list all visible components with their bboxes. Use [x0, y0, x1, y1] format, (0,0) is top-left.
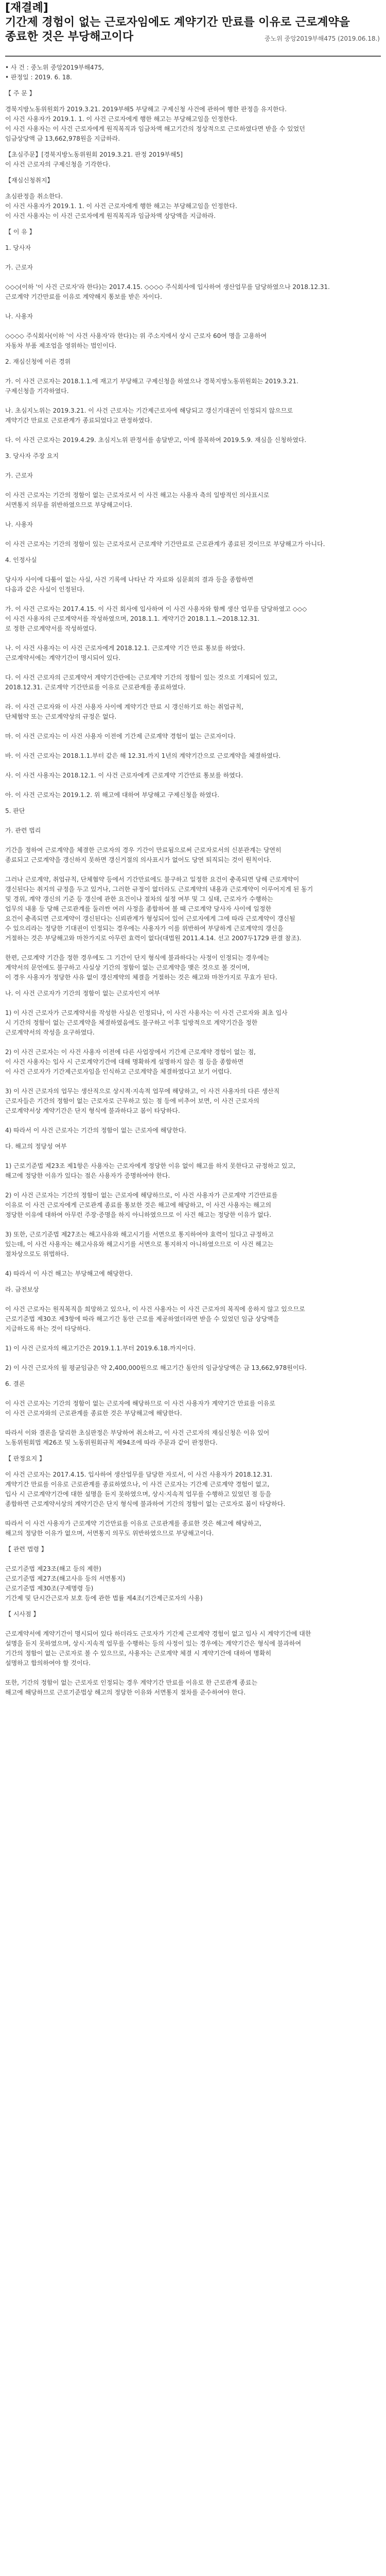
- text-line: ◇◇◇◇ 주식회사(이하 '이 사건 사용자'라 한다)는 위 주소지에서 상시 근로자 60여 명을 고용하여: [5, 332, 267, 340]
- text-line: [5, 1668, 381, 1678]
- text-line: 4. 인정사실: [5, 556, 37, 564]
- text-line: 정당한 이유에 대하여 아무런 주장·증명을 하지 아니하였으므로 이 사건 해고는 정당한 이유가 없다.: [5, 1211, 272, 1218]
- text-line: [5, 1509, 381, 1519]
- text-line: 지급하도록 하는 것이 타당하다.: [5, 1325, 91, 1332]
- text-line: 단체협약 또는 근로계약상의 규정은 없다.: [5, 713, 117, 720]
- text-line: 해고의 정당한 이유가 없으며, 서면통지 의무도 위반하였으므로 부당해고이다.: [5, 1530, 214, 1537]
- text-line: 나. 사용자: [5, 521, 33, 528]
- text-line: 바. 이 사건 근로자는 2018.1.1.부터 같은 해 12.31.까지 1년의 계약기간으로 근로계약을 체결하였다.: [5, 752, 281, 759]
- text-line: 노동위원회법 제26조 및 노동위원회규칙 제94조에 따라 주문과 같이 판정한다.: [5, 1439, 218, 1446]
- text-line: 【 관련 법령 】: [5, 1546, 47, 1553]
- paragraph-block: [5, 1609, 381, 1698]
- text-line: 【 이 유 】: [5, 228, 36, 235]
- text-line: [5, 692, 381, 702]
- text-line: 근로기준법 제27조(해고사유 등의 서면통지): [5, 1575, 126, 1582]
- text-line: [5, 1220, 381, 1230]
- text-line: 설명을 듣지 못하였으며, 상시·지속적 업무를 수행하는 등의 사정이 있는 경우에는 계약기간은 형식에 불과하여: [5, 1640, 302, 1647]
- text-line: [5, 565, 381, 575]
- text-line: 해고에 해당하므로 근로기준법상 해고의 정당한 이유와 서면통지 절차를 준수하여야 한다.: [5, 1689, 246, 1696]
- text-line: 다음과 같은 사실이 인정된다.: [5, 586, 85, 593]
- paragraph-block: [5, 357, 381, 445]
- text-line: 수 있으리라는 정당한 기대권이 인정되는 경우에는 사용자가 이를 위반하여 부당하게 근로계약의 갱신을: [5, 925, 284, 932]
- text-line: 가. 이 사건 근로자는 2017.4.15. 이 사건 회사에 입사하여 이 사건 사용자와 함께 생산 업무를 담당하였고 ◇◇◇: [5, 605, 307, 613]
- text-line: [5, 1334, 381, 1344]
- paragraph-block: [5, 1454, 381, 1464]
- text-line: 및 경위, 계약 갱신의 기준 등 갱신에 관한 요건이나 절차의 설정 여부 및 그 실태, 근로자가 수행하는: [5, 895, 273, 903]
- text-line: 6. 결론: [5, 1380, 25, 1387]
- text-line: 이 사건 근로자는 기간의 정함이 없는 근로자에 해당하므로 이 사건 사용자가 계약기간 만료를 이유로: [5, 1400, 275, 1407]
- document-title-line-2: 종료한 것은 부당해고이다: [5, 30, 134, 43]
- text-line: 이 경우 사용자가 정당한 사유 없이 갱신계약의 체결을 거절하는 것은 해고와 마찬가지로 무효가 된다.: [5, 974, 277, 981]
- text-line: 나. 이 사건 사용자는 이 사건 근로자에게 2018.12.1. 근로계약 기간 만료 통보를 하였다.: [5, 645, 245, 652]
- text-line: [5, 1353, 381, 1363]
- paragraph-block: [5, 1379, 381, 1448]
- text-line: 초심판정을 취소한다.: [5, 193, 63, 200]
- text-line: [5, 1418, 381, 1428]
- paragraph-block: [5, 89, 381, 98]
- text-line: 1) 이 사건 근로자의 해고기간은 2019.1.1.부터 2019.6.18.까지이다.: [5, 1345, 196, 1352]
- text-line: 【 주 문 】: [5, 90, 36, 97]
- text-line: 근로기준법 제23조(해고 등의 제한): [5, 1565, 101, 1572]
- text-line: 2) 이 사건 근로자는 기간의 정함이 없는 근로자에 해당하므로, 이 사건 사용자가 근로계약 기간만료를: [5, 1192, 278, 1199]
- text-line: 3) 또한, 근로기준법 제27조는 해고사유와 해고시기를 서면으로 통지하여야 효력이 있다고 규정하고: [5, 1231, 274, 1238]
- text-line: [5, 510, 381, 520]
- text-line: 절차상으로도 위법하다.: [5, 1250, 69, 1258]
- text-line: 2) 이 사건 근로자는 이 사건 사용자 이전에 다른 사업장에서 기간제 근로계약 경험이 없는 점,: [5, 1048, 256, 1056]
- text-line: 3. 당사자 주장 요지: [5, 452, 59, 460]
- text-line: [5, 1619, 381, 1629]
- text-line: 가. 관련 법리: [5, 827, 41, 834]
- text-line: 이 사건 사용자는 이 사건 근로자에게 원직복직과 임금차액 상당액을 지급하라.: [5, 212, 216, 219]
- text-line: 시 기간의 정함이 없는 근로계약을 체결하였음에도 불구하고 이후 일방적으로 계약기간을 정한: [5, 1019, 258, 1026]
- text-line: [5, 741, 381, 751]
- text-line: 라. 이 사건 근로자와 이 사건 사용자 사이에 계약기간 만료 시 갱신하기로 하는 취업규칙,: [5, 703, 243, 710]
- text-line: 근로계약서에 계약기간이 명시되어 있다 하더라도 근로자가 기간제 근로계약 경험이 없고 입사 시 계약기간에 대한: [5, 1630, 311, 1637]
- text-line: 【 판정요지 】: [5, 1455, 45, 1462]
- text-line: 이 사건 근로자와의 근로관계를 종료한 것은 부당해고에 해당한다.: [5, 1410, 182, 1417]
- paragraph-block: [5, 243, 381, 351]
- text-line: [5, 595, 381, 604]
- text-line: 다. 이 사건 근로자의 근로계약서 계약기간란에는 근로계약 기간의 정함이 있는 것으로 기재되어 있고,: [5, 674, 277, 681]
- text-line: 라. 금전보상: [5, 1286, 39, 1293]
- text-line: [5, 1389, 381, 1399]
- text-line: 기간을 정하여 근로계약을 체결한 근로자의 경우 기간이 만료됨으로써 근로자로서의 신분관계는 당연히: [5, 846, 282, 854]
- text-line: 계약기간 만료를 이유로 근로관계를 종료하였으나, 이 사건 근로자는 기간제 근로계약 경험이 없고,: [5, 1481, 270, 1488]
- text-line: 한편, 근로계약 기간을 정한 경우에도 그 기간이 단지 형식에 불과하다는 사정이 인정되는 경우에는: [5, 954, 270, 961]
- text-line: [5, 1116, 381, 1126]
- text-line: 나. 이 사건 근로자가 기간의 정함이 없는 근로자인지 여부: [5, 990, 160, 997]
- text-line: 마. 이 사건 근로자는 이 사건 사용자 이전에 기간제 근로계약 경험이 없는 근로자이다.: [5, 733, 236, 740]
- paragraph-block: [5, 192, 381, 221]
- text-line: 근로기준법 제30조(구제명령 등): [5, 1585, 94, 1592]
- text-line: 기간제 및 단시간근로자 보호 등에 관한 법률 제4조(기간제근로자의 사용): [5, 1595, 203, 1602]
- text-line: [5, 836, 381, 845]
- text-line: 갱신된다는 취지의 규정을 두고 있거나, 그러한 규정이 없더라도 근로계약의 내용과 근로계약이 이루어지게 된 동기: [5, 886, 313, 893]
- text-line: 임금상당액 금 13,662,978원을 지급하라.: [5, 135, 120, 142]
- text-line: 1) 근로기준법 제23조 제1항은 사용자는 근로자에게 정당한 이유 없이 해고를 하지 못한다고 규정하고 있고,: [5, 1162, 295, 1170]
- text-line: 계약서의 문언에도 불구하고 사실상 기간의 정함이 없는 근로계약을 맺은 것으로 볼 것이며,: [5, 964, 250, 971]
- text-line: 이유로 이 사건 근로자에게 근로관계 종료를 통보한 것은 해고에 해당하고, 이 사건 사용자는 해고의: [5, 1201, 272, 1209]
- paragraph-block: [5, 555, 381, 800]
- text-line: 근로계약서상 계약기간은 단지 형식에 불과하다고 봄이 타당하다.: [5, 1107, 180, 1114]
- text-line: [5, 367, 381, 377]
- text-line: 2018.12.31. 근로계약 기간만료를 이유로 근로관계를 종료하였다.: [5, 684, 186, 691]
- text-line: 기간의 정함이 없는 근로자로 볼 수 있으므로, 사용자는 근로계약 체결 시 계약기간에 대하여 명확히: [5, 1650, 272, 1657]
- text-line: 업무의 내용 등 당해 근로관계를 둘러싼 여러 사정을 종합하여 볼 때 근로계약 당사자 사이에 일정한: [5, 905, 272, 912]
- text-line: 5. 판단: [5, 807, 25, 815]
- text-line: [5, 321, 381, 331]
- paragraph-block: [5, 176, 381, 185]
- text-line: [5, 461, 381, 471]
- text-line: 또한, 기간의 정함이 없는 근로자로 인정되는 경우 계약기간 만료를 이유로 한 근로관계 종료는: [5, 1679, 258, 1686]
- text-line: 아. 이 사건 근로자는 2019.1.2. 위 해고에 대하여 부당해고 구제신청을 하였다.: [5, 791, 220, 799]
- paragraph-block: [5, 227, 381, 237]
- text-line: [5, 253, 381, 263]
- text-line: [5, 273, 381, 282]
- paragraph-block: [5, 63, 381, 82]
- text-line: 구제신청을 기각하였다.: [5, 387, 69, 395]
- text-line: 1. 당사자: [5, 244, 31, 251]
- text-line: 2. 재심신청에 이른 경위: [5, 358, 71, 365]
- text-line: 근로계약서의 작성을 요구하였다.: [5, 1029, 95, 1036]
- text-line: 나. 사용자: [5, 313, 33, 320]
- paragraph-block: [5, 989, 381, 1136]
- text-line: 다. 해고의 정당성 여부: [5, 1143, 67, 1150]
- text-line: [5, 1554, 381, 1564]
- text-line: 이 사건 사용자는 입사 시 근로계약기간에 대해 명확하게 설명하지 않은 점 등을 종합하면: [5, 1058, 244, 1065]
- header-divider: [5, 56, 381, 57]
- text-line: 3) 이 사건 근로자의 업무는 생산직으로 상시적·지속적 업무에 해당하고, 이 사건 사용자의 다른 생산직: [5, 1088, 280, 1095]
- text-line: 따라서 이와 결론을 달리한 초심판정은 부당하여 취소하고, 이 사건 근로자의 재심신청은 이유 있어: [5, 1429, 270, 1436]
- text-line: 이 사건 사용자가 2019.1. 1. 이 사건 근로자에게 행한 해고는 부당해고임을 인정한다.: [5, 115, 237, 123]
- text-line: 자동차 부품 제조업을 영위하는 법인이다.: [5, 342, 117, 349]
- text-line: 가. 근로자: [5, 472, 33, 479]
- text-line: [5, 1259, 381, 1269]
- text-line: [5, 426, 381, 435]
- text-line: 사. 이 사건 사용자는 2018.12.1. 이 사건 근로자에게 근로계약 기간만료 통보를 하였다.: [5, 772, 243, 779]
- text-line: 종합하면 근로계약서상의 계약기간은 단지 형식에 불과하여 기간의 정함이 없는 근로자로 봄이 타당하다.: [5, 1500, 286, 1507]
- text-line: 당사자 사이에 다툼이 없는 사실, 사건 기록에 나타난 각 자료와 심문회의 결과 등을 종합하면: [5, 576, 254, 583]
- paragraph-block: [5, 1470, 381, 1538]
- text-line: 이 사건 근로자가 기간제근로자임을 인식하고 근로계약을 체결하였다고 보기 어렵다.: [5, 1068, 232, 1075]
- text-line: [5, 1077, 381, 1087]
- text-line: 해고에 정당한 이유가 있다는 점은 사용자가 증명하여야 한다.: [5, 1172, 170, 1179]
- paragraph-block: [5, 1545, 381, 1603]
- text-line: 서면통지 의무를 위반하였으므로 부당해고이다.: [5, 501, 133, 509]
- text-line: 1) 이 사건 근로자가 근로계약서를 작성한 사실은 인정되나, 이 사건 사용자는 이 사건 근로자와 최초 입사: [5, 1009, 288, 1016]
- text-line: [5, 816, 381, 826]
- text-line: 근로자들은 기간의 정함이 없는 근로자로 근무하고 있는 점 등에 비추어 보면, 이 사건 근로자의: [5, 1097, 259, 1105]
- text-line: [5, 865, 381, 875]
- text-line: 계약기간 만료로 근로관계가 종료되었다고 판정하였다.: [5, 417, 152, 424]
- text-line: 4) 따라서 이 사건 해고는 부당해고에 해당한다.: [5, 1270, 133, 1277]
- case-meta: 중노위 중앙2019부해475 (2019.06.18.): [264, 35, 380, 42]
- text-line: • 사 건 : 중노위 중앙2019부해475,: [5, 64, 104, 71]
- text-line: 따라서 이 사건 사용자가 근로계약 기간만료를 이유로 근로관계를 종료한 것은 해고에 해당하고,: [5, 1520, 261, 1527]
- text-line: 그러나 근로계약, 취업규칙, 단체협약 등에서 기간만료에도 불구하고 일정한 요건이 충족되면 당해 근로계약이: [5, 876, 300, 883]
- paragraph-block: [5, 806, 381, 982]
- text-line: [5, 530, 381, 539]
- text-line: ◇◇◇(이하 '이 사건 근로자'라 한다)는 2017.4.15. ◇◇◇◇ 주식회사에 입사하여 생산업무를 담당하였으나 2018.12.31.: [5, 283, 330, 291]
- text-line: 2) 이 사건 근로자의 월 평균임금은 약 2,400,000원으로 해고기간 동안의 임금상당액은 금 13,662,978원이다.: [5, 1364, 307, 1371]
- text-line: 근로계약 기간만료를 이유로 계약해지 통보를 받은 자이다.: [5, 293, 162, 300]
- text-line: 이 사건 사용자의 근로계약서를 작성하였으며, 2018.1.1. 계약기간 2018.1.1.~2018.12.31.: [5, 615, 260, 622]
- document-title-line-1: 기간제 경험이 없는 근로자임에도 계약기간 만료를 이유로 근로계약을: [5, 16, 350, 29]
- paragraph-block: [5, 1285, 381, 1373]
- text-line: 4) 따라서 이 사건 근로자는 기간의 정함이 없는 근로자에 해당한다.: [5, 1127, 186, 1134]
- text-line: 【 시사점 】: [5, 1611, 40, 1618]
- text-line: [5, 943, 381, 953]
- text-line: 다. 이 사건 근로자는 2019.4.29. 초심지노위 판정서를 송달받고, 이에 불복하여 2019.5.9. 재심을 신청하였다.: [5, 436, 307, 444]
- category-tag: [재결례]: [5, 2, 48, 14]
- text-line: 근로기준법 제30조 제3항에 따라 해고기간 동안 근로를 제공하였더라면 받을 수 있었던 임금 상당액을: [5, 1315, 279, 1323]
- text-line: [5, 1038, 381, 1047]
- text-line: 이 사건 근로자는 원직복직을 희망하고 있으나, 이 사건 사용자는 이 사건 근로자의 복직에 응하지 않고 있으므로: [5, 1306, 305, 1313]
- text-line: [5, 761, 381, 771]
- text-line: 【초심주문】[경북지방노동위원회 2019.3.21. 판정 2019부해5]: [5, 151, 183, 158]
- text-line: [5, 1181, 381, 1191]
- text-line: 요건이 충족되면 근로계약이 갱신된다는 신뢰관계가 형성되어 있어 근로자에게 그에 따라 근로계약이 갱신될: [5, 915, 295, 922]
- document-body: [5, 63, 381, 1698]
- text-line: 이 사건 근로자는 기간의 정함이 있는 근로자로서 근로계약 기간만료로 근로관계가 종료된 것이므로 부당해고가 아니다.: [5, 540, 325, 548]
- text-line: 【재심신청취지】: [5, 177, 54, 184]
- text-line: 있는데, 이 사건 사용자는 해고사유와 해고시기를 서면으로 통지하지 아니하였으므로 이 사건 해고는: [5, 1241, 274, 1248]
- paragraph-block: [5, 1142, 381, 1279]
- text-line: 이 사건 근로자는 기간의 정함이 없는 근로자로서 이 사건 해고는 사용자 측의 일방적인 의사표시로: [5, 492, 270, 499]
- text-line: [5, 302, 381, 312]
- text-line: [5, 1295, 381, 1304]
- paragraph-block: [5, 451, 381, 549]
- text-line: [5, 396, 381, 406]
- text-line: 가. 이 사건 근로자는 2018.1.1.에 재고기 부당해고 구제신청을 하였으나 경북지방노동위원회는 2019.3.21.: [5, 378, 299, 385]
- text-line: [5, 1151, 381, 1161]
- paragraph-block: [5, 150, 381, 170]
- text-line: 나. 초심지노위는 2019.3.21. 이 사건 근로자는 기간제근로자에 해당되고 갱신기대권이 인정되지 않으므로: [5, 407, 293, 414]
- text-line: 경북지방노동위원회가 2019.3.21. 2019부해5 부당해고 구제신청 사건에 관하여 행한 판정을 유지한다.: [5, 106, 287, 113]
- text-line: [5, 481, 381, 490]
- text-line: 이 사건 근로자의 구제신청을 기각한다.: [5, 161, 111, 168]
- text-line: [5, 781, 381, 790]
- text-line: [5, 634, 381, 643]
- text-line: 이 사건 사용자가 2019.1. 1. 이 사건 근로자에게 행한 해고는 부당해고임을 인정한다.: [5, 202, 237, 210]
- text-line: 가. 근로자: [5, 264, 33, 271]
- text-line: [5, 998, 381, 1008]
- text-line: 로 정한 근로계약서를 작성하였다.: [5, 625, 97, 632]
- text-line: 입사 시 근로계약기간에 대한 설명을 듣지 못하였으며, 상시·지속적 업무를 수행하고 있었던 점 등을: [5, 1490, 272, 1498]
- text-line: • 판정일 : 2019. 6. 18.: [5, 74, 72, 81]
- text-line: 거절하는 것은 부당해고와 마찬가지로 아무런 효력이 없다(대법원 2011.4.14. 선고 2007두1729 판결 참조).: [5, 935, 302, 942]
- text-line: 이 사건 사용자는 이 사건 근로자에게 원직복직과 임금차액 해고기간의 정상적으로 근로하였다면 받을 수 있었던: [5, 125, 305, 132]
- paragraph-block: [5, 105, 381, 144]
- text-line: 근로계약서에는 계약기간이 명시되어 있다.: [5, 654, 120, 662]
- text-line: 종료되고 근로계약을 갱신하지 못하면 갱신거절의 의사표시가 없어도 당연 퇴직되는 것이 원칙이다.: [5, 856, 272, 863]
- text-line: 설명하고 합의하여야 할 것이다.: [5, 1659, 91, 1667]
- text-line: 이 사건 근로자는 2017.4.15. 입사하여 생산업무를 담당한 자로서, 이 사건 사용자가 2018.12.31.: [5, 1471, 273, 1478]
- text-line: [5, 722, 381, 732]
- text-line: [5, 663, 381, 673]
